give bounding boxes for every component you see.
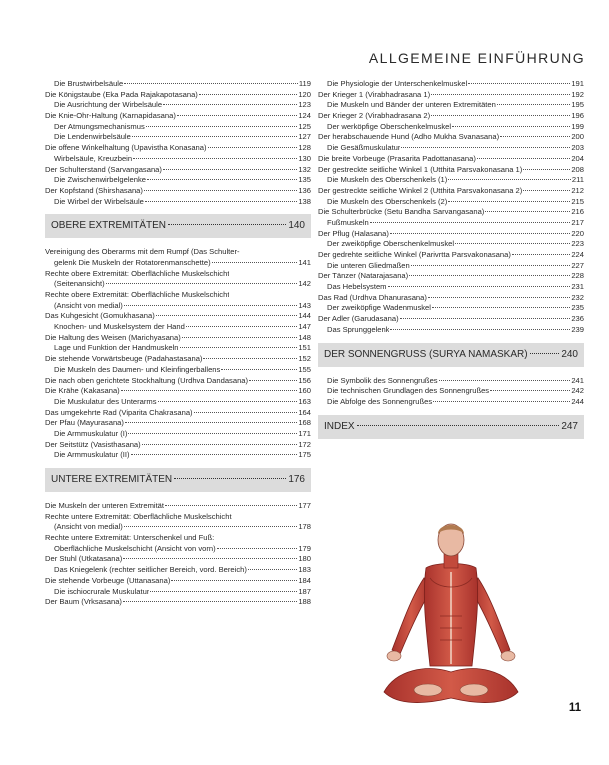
dot-leader [217,548,298,549]
dot-leader [165,505,297,506]
toc-entry[interactable] [318,325,584,336]
toc-entry[interactable] [45,533,311,544]
toc-entry[interactable] [45,269,311,280]
toc-entry-page: 220 [571,228,584,238]
running-header-title: ALLGEMEINE EINFÜHRUNG [368,50,585,66]
dot-leader [147,179,297,180]
toc-entry-page: 155 [298,364,311,374]
toc-entry-page: 144 [298,311,311,321]
toc-entry[interactable] [45,397,311,408]
toc-entry[interactable] [318,122,584,133]
toc-entry[interactable] [45,111,311,122]
toc-entry-page: 191 [571,79,584,88]
toc-entry-page: 123 [298,100,311,110]
dot-leader [168,224,286,225]
toc-entry-title: Das Rad (Urdhva Dhanurasana) [318,292,427,302]
dot-leader [485,211,570,212]
toc-entry[interactable] [45,165,311,176]
toc-section-heading [45,214,311,238]
toc-entry[interactable] [318,207,584,218]
dot-leader [158,401,298,402]
dot-leader [132,136,297,137]
toc-entry-page: 204 [571,153,584,163]
dot-leader [208,147,298,148]
toc-entry[interactable] [45,354,311,365]
toc-entry-title: Der Adler (Garudasana) [318,314,399,324]
toc-entry[interactable] [318,143,584,154]
toc-entry-page: 227 [571,260,584,270]
toc-entry-page: 195 [571,100,584,110]
toc-entry-title: Wirbelsäule, Kreuzbein [54,153,133,163]
toc-entry-title: Das Sprunggelenk [327,324,390,334]
toc-entry-title: Der Pfau (Mayurasana) [45,418,124,428]
toc-entry-page: 244 [571,396,584,406]
toc-entry[interactable] [45,343,311,354]
toc-entry[interactable] [45,512,311,523]
toc-entry-title: Die Armmuskulatur (I) [54,428,128,438]
toc-entry-page: 236 [571,314,584,324]
toc-entry-title: Rechte untere Extremität: Oberflächliche Muskelschicht [45,511,232,521]
dot-leader [432,307,570,308]
dot-leader [186,326,297,327]
toc-entry-page: 235 [571,303,584,313]
toc-section-page: 240 [561,348,578,360]
toc-entry[interactable] [45,576,311,587]
dot-leader [121,390,298,391]
toc-entry[interactable] [45,587,311,598]
toc-entry-page: 180 [298,554,311,564]
dot-leader [512,254,570,255]
dot-leader [448,201,570,202]
toc-entry[interactable] [45,376,311,387]
toc-entry-title: gelenk Die Muskeln der Rotatorenmanschette) [54,257,211,267]
toc-entry-page: 223 [571,239,584,249]
toc-entry-title: Die ischiocrurale Muskulatur [54,586,150,596]
toc-entry[interactable] [45,440,311,451]
toc-entry-title: Der Pflug (Halasana) [318,228,389,238]
toc-entry-page: 164 [298,407,311,417]
dot-leader [145,201,297,202]
toc-entry[interactable] [45,154,311,165]
toc-entry[interactable] [45,544,311,555]
toc-entry-title: Die Physiologie der Unterschenkelmuskel [327,79,468,88]
toc-entry[interactable] [45,429,311,440]
toc-section-title: INDEX [324,420,355,432]
toc-entry-page: 239 [571,324,584,334]
toc-entry[interactable] [45,565,311,576]
dot-leader [194,412,298,413]
toc-section-heading [45,468,311,492]
toc-entry[interactable] [318,293,584,304]
toc-entry-page: 119 [298,79,311,88]
toc-entry-page: 188 [298,597,311,607]
dot-leader [523,169,570,170]
dot-leader [146,126,298,127]
dot-leader [428,297,570,298]
toc-entry[interactable] [318,111,584,122]
toc-entry-title: Das umgekehrte Rad (Viparita Chakrasana) [45,407,193,417]
toc-entry[interactable] [318,79,584,90]
toc-entry-title: Das Kniegelenk (rechter seitlicher Bereich, vord. Bereich) [54,565,247,575]
dot-leader [182,337,298,338]
toc-entry-title: Der Tänzer (Natarajasana) [318,271,409,281]
toc-entry[interactable] [45,175,311,186]
toc-entry-title: Das Kuhgesicht (Gomukhasana) [45,311,155,321]
anatomy-figure-lotus-pose [376,516,526,712]
dot-leader [523,190,570,191]
toc-entry-page: 141 [298,257,311,267]
toc-entry[interactable] [45,301,311,312]
dot-leader [106,283,298,284]
toc-entry[interactable] [45,522,311,533]
toc-entry-title: Oberflächliche Muskelschicht (Ansicht von vorn) [54,543,216,553]
toc-entry-title: Der Schulterstand (Sarvangasana) [45,164,162,174]
toc-entry-page: 142 [298,279,311,289]
toc-section-title: OBERE EXTREMITÄTEN [51,220,167,232]
toc-entry-title: Der Baum (Vrksasana) [45,597,122,607]
toc-entry[interactable] [45,122,311,133]
dot-leader [124,83,298,84]
toc-entry[interactable] [318,186,584,197]
toc-entry-page: 187 [298,586,311,596]
toc-entry[interactable] [45,418,311,429]
toc-entry-title: Die Armmuskulatur (II) [54,450,130,460]
dot-leader [433,401,570,402]
toc-entry-title: Der zweiköpfige Oberschenkelmuskel [327,239,455,249]
toc-entry[interactable] [318,132,584,143]
toc-entry-title: Rechte obere Extremität: Oberflächliche Muskelschicht [45,290,230,299]
toc-entry[interactable] [318,386,584,397]
dot-leader [370,222,571,223]
dot-leader [468,83,570,84]
toc-entry-title: Die breite Vorbeuge (Prasarita Padottanasana) [318,153,476,163]
toc-entry[interactable] [45,186,311,197]
toc-entry-title: Rechte untere Extremität: Unterschenkel und Fuß: [45,533,215,543]
toc-entry-page: 130 [298,153,311,163]
dot-leader [142,444,298,445]
toc-entry[interactable] [318,314,584,325]
toc-entry-title: Die Haltung des Weisen (Marichyasana) [45,332,181,342]
toc-entry[interactable] [45,79,311,90]
toc-entry-page: 232 [571,292,584,302]
toc-entry-title: Die unteren Gliedmaßen [327,260,410,270]
dot-leader [203,358,297,359]
toc-entry-title: Knochen- und Muskelsystem der Hand [54,322,185,332]
toc-entry[interactable] [45,408,311,419]
toc-entry-title: Die Muskeln des Oberschenkels (2) [327,196,448,206]
toc-entry[interactable] [45,247,311,258]
toc-entry[interactable] [318,250,584,261]
dot-leader [133,158,297,159]
toc-entry-title: Der Krieger 2 (Virabhadrasana 2) [318,111,431,121]
dot-leader [400,318,571,319]
toc-section-heading [318,343,584,367]
dot-leader [477,158,570,159]
toc-entry-page: 199 [571,121,584,131]
toc-entry[interactable] [45,132,311,143]
toc-entry[interactable] [318,282,584,293]
toc-entry-title: Die Ausrichtung der Wirbelsäule [54,100,163,110]
toc-entry-title: Die Krähe (Kakasana) [45,386,120,396]
toc-column-right [318,79,584,448]
dot-leader [163,104,297,105]
toc-entry[interactable] [45,258,311,269]
toc-entry-page: 241 [571,375,584,385]
dot-leader [390,233,570,234]
toc-entry-page: 132 [298,164,311,174]
dot-leader [144,190,297,191]
toc-entry-title: Die Gesäßmuskulatur [327,143,401,153]
toc-entry-page: 203 [571,143,584,153]
toc-entry-title: Die Schulterbrücke (Setu Bandha Sarvangasana) [318,207,485,217]
dot-leader [497,104,570,105]
toc-entry[interactable] [45,100,311,111]
toc-entry-title: (Ansicht von medial) [54,300,123,310]
toc-entry-title: Das Hebelsystem [327,282,387,292]
toc-entry-title: Der Kopfstand (Shirshasana) [45,185,143,195]
toc-entry-title: Die Zwischenwirbelgelenke [54,175,147,185]
dot-leader [411,265,571,266]
dot-leader [452,126,570,127]
toc-entry-title: Der Stuhl (Utkatasana) [45,554,123,564]
toc-entry[interactable] [45,143,311,154]
dot-leader [455,243,570,244]
toc-entry-title: Die nach oben gerichtete Stockhaltung (Urdhva Dandasana) [45,375,249,385]
toc-entry-title: (Seitenansicht) [54,279,105,289]
toc-column-left [45,79,311,608]
dot-leader [128,433,297,434]
dot-leader [439,380,571,381]
toc-entry-page: 124 [298,111,311,121]
toc-entry[interactable] [45,311,311,322]
toc-entry-title: Die Brustwirbelsäule [54,79,124,88]
toc-entry-page: 128 [298,143,311,153]
toc-entry-title: Der Seitstütz (Vasisthasana) [45,439,141,449]
dot-leader [431,115,570,116]
toc-entry[interactable] [318,303,584,314]
dot-leader [500,136,570,137]
toc-entry-title: Die stehende Vorwärtsbeuge (Padahastasana) [45,354,203,364]
toc-entry-title: Die stehende Vorbeuge (Uttanasana) [45,575,171,585]
toc-section-page: 140 [288,220,305,232]
dot-leader [156,315,298,316]
toc-entry-title: Rechte obere Extremität: Oberflächliche Muskelschicht [45,268,230,278]
toc-entry-title: Die technischen Grundlagen des Sonnengrußes [327,386,490,396]
toc-entry[interactable] [45,597,311,608]
toc-entry[interactable] [318,175,584,186]
toc-entry-title: Die Knie-Ohr-Haltung (Karnapidasana) [45,111,176,121]
toc-section-title: DER SONNENGRUSS (SURYA NAMASKAR) [324,348,528,360]
dot-leader [530,353,560,354]
dot-leader [199,94,298,95]
toc-entry[interactable] [318,271,584,282]
toc-entry-page: 196 [571,111,584,121]
toc-entry[interactable] [318,90,584,101]
toc-entry[interactable] [318,218,584,229]
dot-leader [124,526,298,527]
dot-leader [490,390,570,391]
toc-section-page: 247 [561,420,578,432]
toc-entry-page: 228 [571,271,584,281]
toc-entry-title: Die Muskulatur des Unterarms [54,396,157,406]
dot-leader [177,115,297,116]
dot-leader [409,275,570,276]
toc-entry-page: 200 [571,132,584,142]
toc-entry[interactable] [45,290,311,301]
dot-leader [150,591,297,592]
toc-section-page: 176 [288,474,305,485]
toc-entry-title: Der gestreckte seitliche Winkel 1 (Utthita Parsvakonasana 1) [318,164,523,174]
toc-entry-page: 177 [298,501,311,510]
toc-entry-page: 151 [298,343,311,353]
toc-entry-page: 178 [298,522,311,532]
toc-entry-page: 184 [298,575,311,585]
toc-section-heading [318,415,584,439]
toc-section-title: UNTERE EXTREMITÄTEN [51,474,173,485]
dot-leader [212,262,298,263]
toc-entry-page: 183 [298,565,311,575]
toc-entry-title: Der Krieger 1 (Virabhadrasana 1) [318,89,431,99]
toc-entry-title: Vereinigung des Oberarms mit dem Rumpf (Das Schulter- [45,247,240,257]
toc-entry-title: Die Wirbel der Wirbelsäule [54,196,144,206]
dot-leader [171,580,297,581]
toc-entry[interactable] [45,279,311,290]
toc-entry-page: 136 [298,185,311,195]
toc-entry[interactable] [45,386,311,397]
toc-entry[interactable] [318,165,584,176]
toc-entry[interactable] [318,100,584,111]
dot-leader [180,347,298,348]
toc-entry-title: Der gestreckte seitliche Winkel 2 (Utthita Parsvakonasana 2) [318,185,523,195]
dot-leader [448,179,571,180]
toc-entry-title: Die Muskeln der unteren Extremität [45,501,165,510]
toc-entry-title: Die Abfolge des Sonnengrußes [327,396,433,406]
toc-entry-title: Der werköpfige Oberschenkelmuskel [327,121,452,131]
toc-entry-page: 208 [571,164,584,174]
toc-entry-page: 156 [298,375,311,385]
toc-entry[interactable] [318,239,584,250]
toc-entry[interactable] [318,261,584,272]
toc-entry-page: 160 [298,386,311,396]
dot-leader [431,94,570,95]
toc-entry-title: (Ansicht von medial) [54,522,123,532]
toc-entry-page: 217 [571,217,584,227]
toc-entry-page: 212 [571,185,584,195]
toc-entry-title: Der gedrehte seitliche Winkel (Parivrtta Parsvakonasana) [318,250,511,259]
dot-leader [388,286,571,287]
page-number: 11 [568,702,581,714]
toc-entry-page: 224 [571,250,584,259]
dot-leader [125,422,297,423]
toc-entry-title: Der Atmungsmechanismus [54,121,145,131]
toc-entry-page: 135 [298,175,311,185]
toc-entry-title: Fußmuskeln [327,217,369,227]
dot-leader [123,601,297,602]
dot-leader [248,569,297,570]
toc-entry-page: 147 [298,322,311,332]
toc-entry[interactable] [318,229,584,240]
toc-entry-page: 215 [571,196,584,206]
toc-entry[interactable] [45,197,311,208]
toc-entry-page: 138 [298,196,311,206]
toc-entry-page: 242 [571,386,584,396]
dot-leader [174,478,286,479]
toc-entry-page: 163 [298,396,311,406]
toc-entry-page: 231 [571,282,584,292]
dot-leader [123,558,297,559]
toc-entry-page: 179 [298,543,311,553]
toc-entry-page: 148 [298,332,311,342]
toc-entry[interactable] [45,333,311,344]
toc-entry-title: Der zweiköpfige Wadenmuskel [327,303,431,313]
toc-entry-page: 152 [298,354,311,364]
toc-entry[interactable] [45,501,311,512]
toc-entry[interactable] [45,450,311,461]
toc-entry[interactable] [318,376,584,387]
dot-leader [163,169,297,170]
toc-entry[interactable] [318,397,584,408]
toc-entry-title: Die Königstaube (Eka Pada Rajakapotasana) [45,89,198,99]
toc-entry-page: 211 [571,175,584,185]
toc-entry-title: Die Muskeln und Bänder der unteren Extremitäten [327,100,496,110]
dot-leader [131,454,298,455]
toc-entry-page: 192 [571,89,584,99]
toc-entry[interactable] [45,365,311,376]
toc-entry[interactable] [45,90,311,101]
toc-entry-page: 216 [571,207,584,217]
toc-entry-title: Die offene Winkelhaltung (Upavistha Konasana) [45,143,207,153]
toc-entry-page: 171 [298,428,311,438]
dot-leader [401,147,570,148]
toc-entry-page: 172 [298,439,311,449]
toc-entry-page: 175 [298,450,311,460]
toc-entry-title: Der herabschauende Hund (Adho Mukha Svanasana) [318,132,500,142]
toc-entry-page: 125 [298,121,311,131]
toc-entry-title: Lage und Funktion der Handmuskeln [54,343,179,353]
toc-entry-page: 127 [298,132,311,142]
toc-entry-page: 120 [298,89,311,99]
dot-leader [357,425,560,426]
dot-leader [124,305,298,306]
toc-entry-title: Die Symbolik des Sonnengrußes [327,375,438,385]
dot-leader [249,380,297,381]
toc-entry-page: 143 [298,300,311,310]
toc-entry[interactable] [318,154,584,165]
dot-leader [221,369,297,370]
toc-entry[interactable] [45,322,311,333]
toc-entry[interactable] [45,554,311,565]
dot-leader [390,329,570,330]
toc-entry-page: 168 [298,418,311,428]
toc-entry[interactable] [318,197,584,208]
toc-entry-title: Die Muskeln des Oberschenkels (1) [327,175,448,185]
toc-entry-title: Die Lendenwirbelsäule [54,132,131,142]
toc-entry-title: Die Muskeln des Daumen- und Kleinfingerballens [54,364,221,374]
